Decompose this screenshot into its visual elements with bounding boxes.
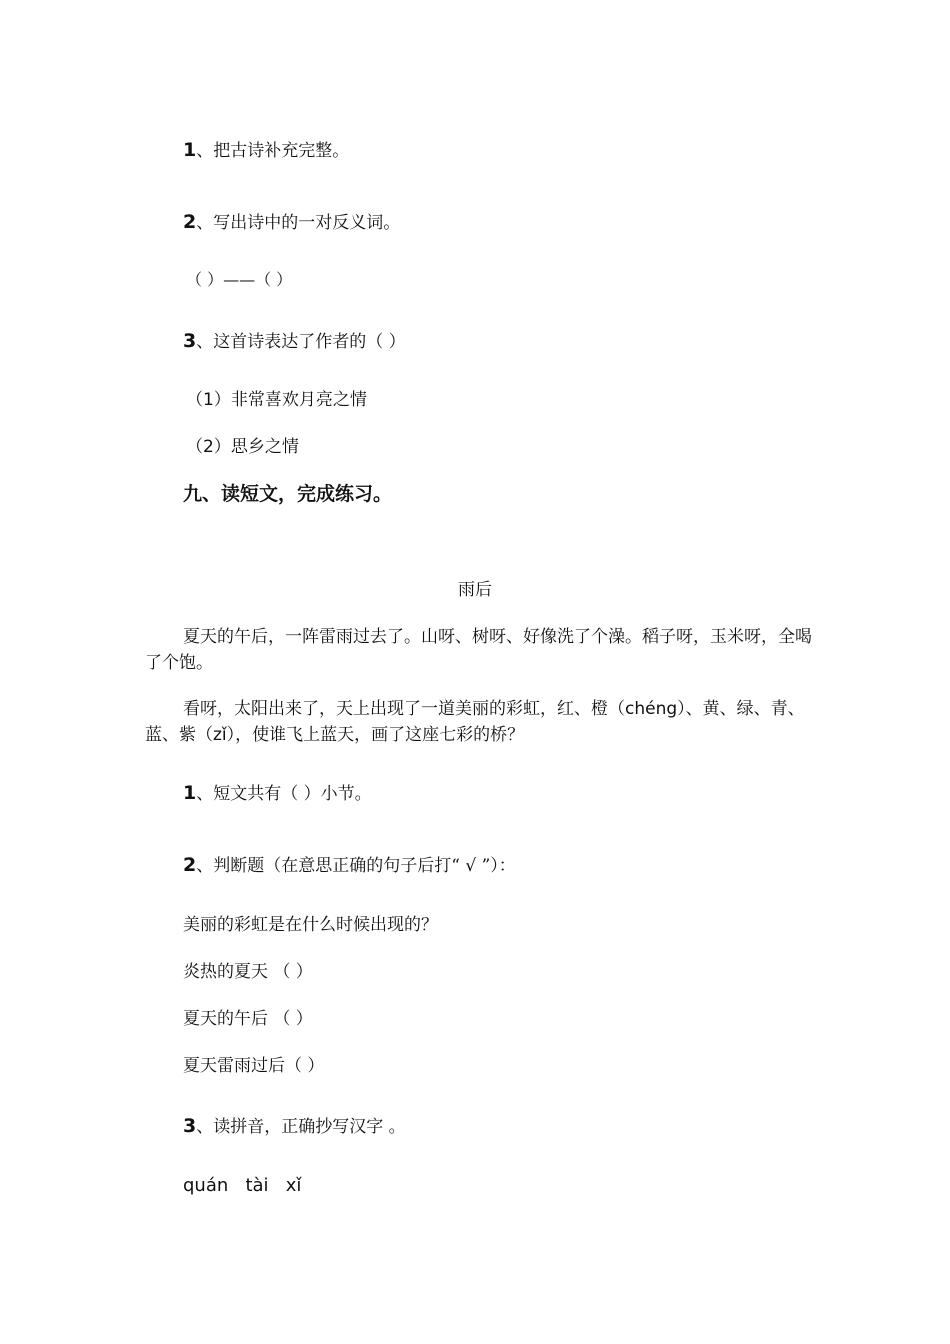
exercise-2-question: 美丽的彩虹是在什么时候出现的？	[183, 915, 438, 935]
question-3	[183, 329, 406, 354]
option-number: （1）	[186, 390, 231, 410]
question-1	[183, 138, 349, 163]
question-number: 2	[183, 854, 197, 876]
paragraph-text: ）、黄、绿、青、蓝、紫（	[145, 699, 805, 745]
judgement-option: 炎热的夏天 （ ）	[183, 962, 313, 982]
paragraph-text: 看呀，太阳出来了，天上出现了一道美丽的彩虹，红、橙（	[183, 699, 625, 719]
question-text: 、短文共有（ ）小节。	[196, 784, 372, 804]
exercise-3	[183, 1114, 406, 1139]
question-text: 、把古诗补充完整。	[196, 141, 350, 161]
exercise-2	[183, 853, 516, 878]
question-number: 3	[183, 1115, 197, 1137]
pinyin: zǐ	[213, 725, 227, 745]
passage-title: 雨后	[458, 580, 492, 600]
question-number: 2	[183, 211, 197, 233]
paragraph-text: ），使谁飞上蓝天，画了这座七彩的桥？	[226, 725, 525, 745]
question-text: 、判断题（在意思正确的句子后打“ √ ”）：	[196, 856, 516, 876]
option-2	[186, 435, 299, 459]
pinyin-row	[183, 1174, 301, 1198]
antonym-blank: （ ）——（ ）	[186, 270, 293, 289]
question-number: 3	[183, 330, 197, 352]
passage-paragraph-1: 夏天的午后，一阵雷雨过去了。山呀、树呀、好像洗了个澡。稻子呀，玉米呀，全喝了个饱。	[145, 627, 812, 673]
question-2	[183, 210, 400, 235]
judgement-option: 夏天雷雨过后（ ）	[183, 1056, 325, 1076]
question-number: 1	[183, 782, 197, 804]
question-text: 、这首诗表达了作者的（ ）	[196, 332, 406, 352]
passage-paragraph-2	[145, 696, 825, 748]
pinyin: tài	[245, 1175, 269, 1196]
pinyin: quán	[183, 1175, 229, 1196]
judgement-option: 夏天的午后 （ ）	[183, 1009, 313, 1029]
pinyin: xǐ	[285, 1175, 302, 1196]
pinyin: chéng	[625, 699, 678, 719]
option-number: （2）	[186, 437, 231, 457]
question-number: 1	[183, 139, 197, 161]
exercise-1	[183, 781, 372, 806]
option-1	[186, 388, 367, 412]
option-text: 思乡之情	[230, 437, 299, 457]
question-text: 、写出诗中的一对反义词。	[196, 213, 401, 233]
section-heading: 九、读短文，完成练习。	[183, 483, 393, 505]
question-text: 、读拼音，正确抄写汉字 。	[196, 1117, 406, 1137]
option-text: 非常喜欢月亮之情	[230, 390, 367, 410]
